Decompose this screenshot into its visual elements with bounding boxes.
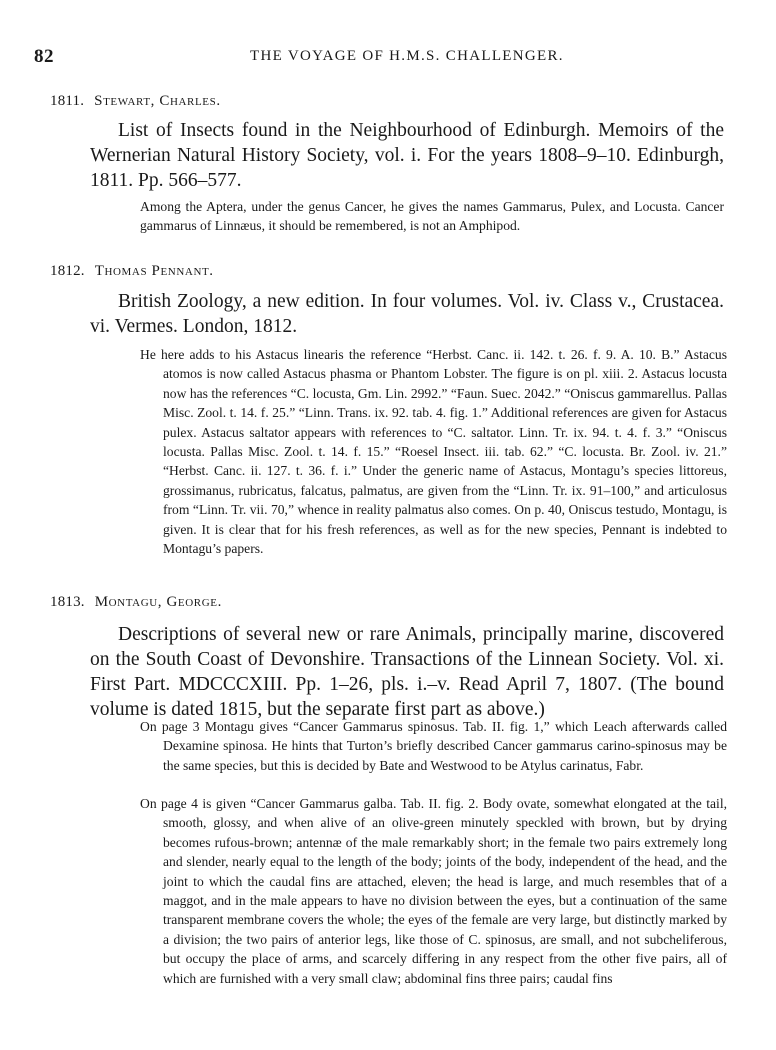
page-number: 82 — [34, 46, 54, 67]
running-title: THE VOYAGE OF H.M.S. CHALLENGER. — [250, 48, 564, 64]
entry-citation: British Zoology, a new edition. In four volumes. Vol. iv. Class v., Crustacea. vi. Vermes. London, 1812. — [90, 291, 724, 337]
entry-year: 1811. — [50, 93, 85, 109]
entry-year: 1812. — [50, 263, 85, 279]
entry-author: Thomas Pennant. — [94, 263, 214, 279]
entry-author: Montagu, George. — [94, 594, 222, 610]
entry-note: Among the Aptera, under the genus Cancer, he gives the names Gammarus, Pulex, and Locusta. Cancer gammarus of Linnæus, it should be remembered, is not an Amphipod. — [140, 199, 724, 234]
entry-note: On page 3 Montagu gives “Cancer Gammarus spinosus. Tab. II. fig. 1,” which Leach afterwards called Dexamine spinosa. He hints that Turton’s briefly described Cancer gammarus carino-spinosus may be the same species, but this is decided by Bate and Westwood to be Atylus carinatus, Fabr. — [140, 719, 727, 773]
entry-year: 1813. — [50, 594, 85, 610]
entry-citation: Descriptions of several new or rare Animals, principally marine, discovered on the South Coast of Devonshire. Transactions of the Linnean Society. Vol. xi. First Part. MDCCCXIII. Pp. 1–26, pls. i.–v. Read April 7, 1807. (The bound volume is dated 1815, but the separate first part as above.) — [90, 624, 724, 720]
entry-note: On page 4 is given “Cancer Gammarus galba. Tab. II. fig. 2. Body ovate, somewhat elongated at the tail, smooth, glossy, and when alive of an olive-green minutely speckled with brown, but by drying becomes rufous-brown; antennæ of the male remarkably short; in the female two pairs extremely long and slender, nearly equal to the length of the body; joints of the body, independent of the head, and the joint to which the caudal fins are attached, eleven; the head is large, and much resembles that of a maggot, and in the male appears to have no division between the eyes, but a continuation of the same transparent membrane covers the whole; the eyes of the female are very large, but distinctly marked by a division; the two pairs of anterior legs, like those of C. spinosus, are small, and not subcheliferous, but occupy the place of arms, and scarcely differing in any respect from the other five pairs, all of which are furnished with a very small claw; abdominal fins three pairs; caudal fins — [140, 796, 727, 986]
entry-author: Stewart, Charles. — [94, 93, 221, 109]
entry-citation: List of Insects found in the Neighbourhood of Edinburgh. Memoirs of the Wernerian Natural History Society, vol. i. For the years 1808–9–10. Edinburgh, 1811. Pp. 566–577. — [90, 120, 724, 191]
entry-heading — [50, 93, 221, 110]
entry-heading — [50, 263, 214, 280]
entry-heading — [50, 594, 222, 611]
running-head — [34, 46, 734, 70]
entry-note: He here adds to his Astacus linearis the reference “Herbst. Canc. ii. 142. t. 26. f. 9. A. 10. B.” Astacus atomos is now called Astacus phasma or Phantom Lobster. The figure is on pl. xiii. 2. Astacus locusta now has the references “C. locusta, Gm. Lin. 2992.” “Faun. Suec. 2042.” “Oniscus gammarellus. Pallas Misc. Zool. t. 14. f. 25.” “Linn. Trans. ix. 92. tab. 4. fig. 1.” Additional references are given for Astacus pulex. Astacus saltator appears with references to “C. saltator. Linn. Tr. ix. 94. t. 4. f. 3.” “Oniscus locusta. Pallas Misc. Zool. t. 14. f. 15.” “Roesel Insect. iii. tab. 62.” “C. locusta. Br. Zool. iv. 21.” “Herbst. Canc. ii. 127. t. 36. f. i.” Under the generic name of Astacus, Montagu’s species littoreus, grossimanus, rubricatus, falcatus, palmatus, are given from the “Linn. Tr. ix. 91–100,” and articulosus from “Linn. Tr. vii. 70,” whence in reality palmatus also comes. On p. 40, Oniscus testudo, Montagu, is given. It is clear that for his fresh references, as well as for the new species, Pennant is indebted to Montagu’s papers. — [140, 347, 727, 557]
